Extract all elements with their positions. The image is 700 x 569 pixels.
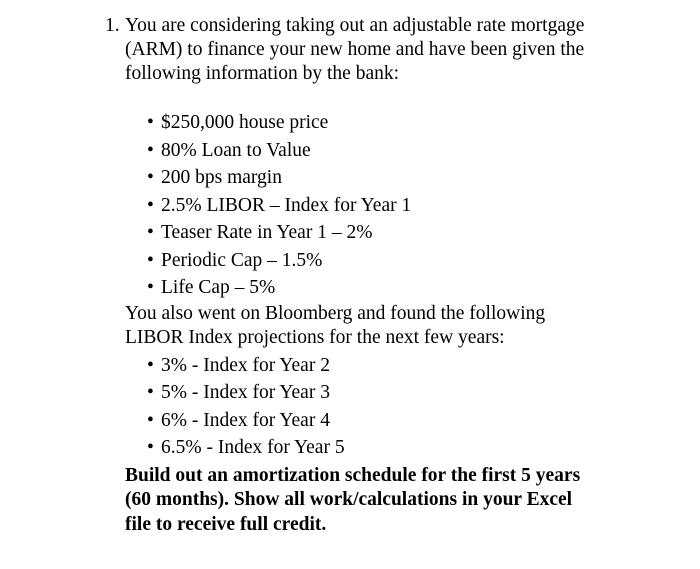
- bloomberg-line: You also went on Bloomberg and found the following: [125, 302, 546, 324]
- list-item: [147, 379, 665, 407]
- stem-line: following information by the bank:: [125, 63, 400, 84]
- bullet-icon: •: [147, 194, 154, 216]
- list-item: [147, 434, 665, 462]
- given-information-list: [125, 109, 665, 302]
- bullet-icon: •: [147, 167, 154, 188]
- bullet-icon: •: [147, 112, 154, 133]
- list-item: [147, 274, 665, 302]
- list-item: [147, 164, 665, 192]
- stem-line: You are considering taking out an adjustable rate mortgage: [125, 15, 585, 36]
- bullet-icon: •: [147, 409, 154, 431]
- list-item-text: 6% - Index for Year 4: [161, 409, 330, 431]
- list-item: [147, 137, 665, 165]
- list-item-text: Teaser Rate in Year 1 – 2%: [161, 222, 373, 243]
- list-item: [147, 192, 665, 220]
- stem-line: (ARM) to finance your new home and have been given the: [125, 39, 585, 60]
- problem-1: [105, 14, 665, 537]
- list-item-text: 3% - Index for Year 2: [161, 354, 330, 376]
- problem-stem: [125, 14, 665, 537]
- bullet-icon: •: [147, 249, 154, 271]
- list-item-text: $250,000 house price: [161, 112, 329, 133]
- list-item-text: Life Cap – 5%: [161, 277, 276, 298]
- bullet-icon: •: [147, 222, 154, 243]
- instruction-line: Build out an amortization schedule for the first 5 years: [125, 464, 581, 486]
- problem-number: 1.: [105, 15, 120, 36]
- instruction-line: (60 months). Show all work/calculations in your Excel: [125, 489, 573, 510]
- list-item-text: 80% Loan to Value: [161, 139, 311, 161]
- list-item-text: 2.5% LIBOR – Index for Year 1: [161, 194, 412, 216]
- list-item-text: 5% - Index for Year 3: [161, 382, 330, 403]
- list-item-text: 200 bps margin: [161, 167, 282, 188]
- bloomberg-line: LIBOR Index projections for the next few years:: [125, 326, 505, 348]
- instruction-text: [125, 464, 665, 538]
- list-item-text: 6.5% - Index for Year 5: [161, 437, 345, 458]
- list-item: [147, 109, 665, 137]
- instruction-line: file to receive full credit.: [125, 513, 327, 535]
- bullet-icon: •: [147, 437, 154, 458]
- list-item: [147, 352, 665, 380]
- list-item-text: Periodic Cap – 1.5%: [161, 249, 323, 271]
- list-item: [147, 407, 665, 435]
- libor-projection-list: [125, 352, 665, 462]
- bullet-icon: •: [147, 277, 154, 298]
- bullet-icon: •: [147, 139, 154, 161]
- list-item: [147, 247, 665, 275]
- list-item: [147, 219, 665, 247]
- bullet-icon: •: [147, 382, 154, 403]
- bullet-icon: •: [147, 354, 154, 376]
